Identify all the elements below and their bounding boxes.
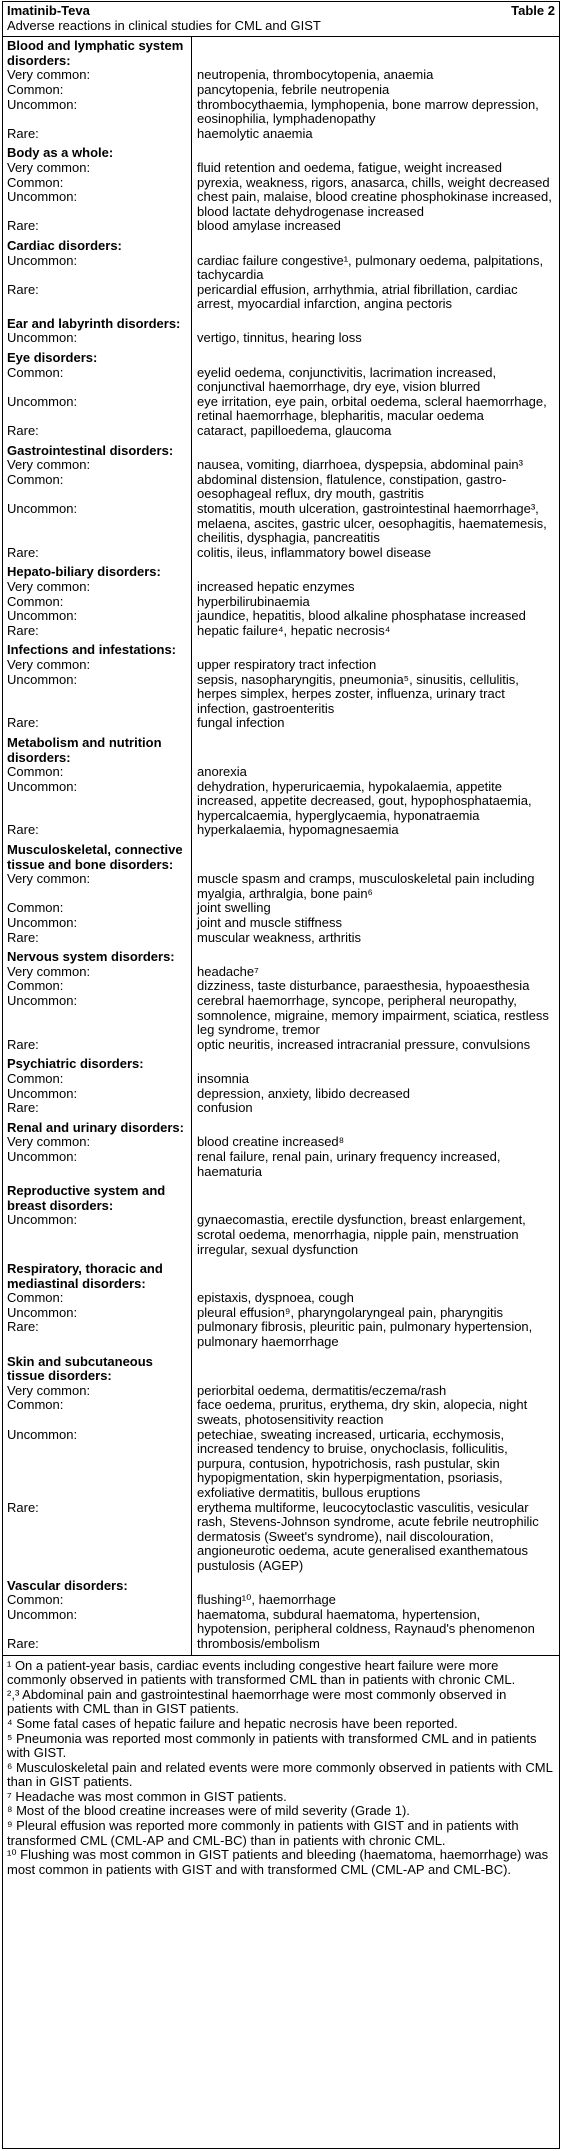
frequency-label: Uncommon: [7, 189, 78, 205]
soc-title: Metabolism and nutrition disorders: [7, 734, 162, 765]
reaction-row [3, 658, 559, 673]
soc-section [3, 1119, 559, 1182]
reactions-text: depression, anxiety, libido decreased [197, 1085, 410, 1101]
soc-section [3, 734, 559, 841]
frequency-label: Common: [7, 364, 64, 380]
reaction-row [3, 190, 559, 219]
reaction-row [3, 823, 559, 838]
footnote: ¹⁰ Flushing was most common in GIST patients and bleeding (haematoma, haemorrhage) was most common in patients with GIST and with transformed CML (CML-AP and CML-BC). [7, 1847, 549, 1877]
reaction-row [3, 1637, 559, 1652]
table-caption: Adverse reactions in clinical studies for CML and GIST [7, 17, 321, 33]
reaction-row [3, 1608, 559, 1637]
reactions-text: eyelid oedema, conjunctivitis, lacrimation increased, conjunctival haemorrhage, dry eye, vision blurred [197, 364, 497, 395]
reaction-row [3, 424, 559, 439]
frequency-label: Common: [7, 764, 64, 780]
reactions-text: hyperbilirubinaemia [197, 593, 310, 609]
soc-section [3, 841, 559, 948]
reaction-row [3, 609, 559, 624]
reactions-text: muscular weakness, arthritis [197, 929, 361, 945]
reaction-row [3, 673, 559, 717]
reaction-row [3, 1501, 559, 1574]
frequency-label: Common: [7, 1290, 64, 1306]
reactions-text: fluid retention and oedema, fatigue, weight increased [197, 159, 502, 175]
frequency-label: Rare: [7, 622, 39, 638]
frequency-label: Rare: [7, 423, 39, 439]
frequency-label: Rare: [7, 544, 39, 560]
reaction-row [3, 979, 559, 994]
soc-section [3, 237, 559, 315]
frequency-label: Rare: [7, 1100, 39, 1116]
reactions-text: anorexia [197, 764, 247, 780]
frequency-label: Rare: [7, 1036, 39, 1052]
frequency-label: Very common: [7, 159, 91, 175]
reactions-text: pericardial effusion, arrhythmia, atrial fibrillation, cardiac arrest, myocardial infarction, angina pectoris [197, 281, 518, 312]
reactions-text: upper respiratory tract infection [197, 656, 377, 672]
reaction-row [3, 83, 559, 98]
frequency-label: Rare: [7, 929, 39, 945]
reaction-row [3, 1150, 559, 1179]
reaction-row [3, 1213, 559, 1257]
frequency-label: Uncommon: [7, 1426, 78, 1442]
reaction-row [3, 1291, 559, 1306]
frequency-label: Very common: [7, 578, 91, 594]
reactions-text: hepatic failure⁴, hepatic necrosis⁴ [197, 622, 391, 638]
reaction-row [3, 331, 559, 346]
reaction-row [3, 68, 559, 83]
reactions-text: cataract, papilloedema, glaucoma [197, 423, 392, 439]
frequency-label: Very common: [7, 963, 91, 979]
reactions-text: epistaxis, dyspnoea, cough [197, 1290, 354, 1306]
soc-section [3, 1353, 559, 1577]
reaction-row [3, 1038, 559, 1053]
soc-section [3, 948, 559, 1055]
reaction-row [3, 872, 559, 901]
reactions-text: stomatitis, mouth ulceration, gastrointestinal haemorrhage³, melaena, ascites, gastric ulcer, oesophagitis, haematemesis, cheilitis, dysphagia, pancreatitis [197, 501, 547, 546]
soc-title: Reproductive system and breast disorders: [7, 1183, 166, 1213]
reactions-text: dehydration, hyperuricaemia, hypokalaemia, appetite increased, appetite decreased, gout, hypophosphataemia, hypercalcaemia, hyperglycaemia, hyponatraemia [197, 778, 532, 823]
reaction-row [3, 502, 559, 546]
reactions-text: blood creatine increased⁸ [197, 1134, 345, 1150]
reactions-text: face oedema, pruritus, erythema, dry skin, alopecia, night sweats, photosensitivity reaction [197, 1397, 528, 1428]
footnote: ⁶ Musculoskeletal pain and related events were more commonly observed in patients with CML than in GIST patients. [7, 1759, 553, 1790]
reaction-row [3, 1428, 559, 1501]
reaction-row [3, 219, 559, 234]
soc-title: Respiratory, thoracic and mediastinal disorders: [7, 1261, 163, 1291]
footnote: ⁷ Headache was most common in GIST patients. [7, 1788, 287, 1804]
soc-section [3, 563, 559, 641]
table-header [3, 2, 559, 37]
frequency-label: Rare: [7, 715, 39, 731]
reaction-row [3, 458, 559, 473]
reactions-text: chest pain, malaise, blood creatine phosphokinase increased, blood lactate dehydrogenase increased [197, 189, 552, 219]
reactions-text: pulmonary fibrosis, pleuritic pain, pulmonary hypertension, pulmonary haemorrhage [197, 1319, 533, 1350]
frequency-label: Uncommon: [7, 330, 78, 346]
footnote: ²,³ Abdominal pain and gastrointestinal haemorrhage were most commonly observed in patients with CML than in GIST patients. [7, 1686, 507, 1717]
soc-section [3, 1260, 559, 1353]
reaction-row [3, 716, 559, 731]
reaction-row [3, 161, 559, 176]
frequency-label: Rare: [7, 1635, 39, 1651]
soc-title: Blood and lymphatic system disorders: [7, 38, 184, 68]
frequency-label: Rare: [7, 281, 39, 297]
reactions-text: muscle spasm and cramps, musculoskeletal pain including myalgia, arthralgia, bone pain⁶ [197, 871, 535, 901]
footnote: ⁴ Some fatal cases of hepatic failure and hepatic necrosis have been reported. [7, 1715, 458, 1731]
reaction-row [3, 176, 559, 191]
soc-title: Ear and labyrinth disorders: [7, 315, 181, 331]
soc-title: Psychiatric disorders: [7, 1056, 144, 1072]
reactions-text: fungal infection [197, 715, 285, 731]
soc-title: Musculoskeletal, connective tissue and bone disorders: [7, 842, 183, 872]
frequency-label: Rare: [7, 822, 39, 838]
frequency-label: Common: [7, 471, 64, 487]
soc-title: Infections and infestations: [7, 642, 177, 658]
reactions-text: vertigo, tinnitus, hearing loss [197, 330, 362, 346]
reaction-row [3, 1593, 559, 1608]
soc-section [3, 1055, 559, 1118]
reaction-row [3, 595, 559, 610]
soc-title: Renal and urinary disorders: [7, 1119, 184, 1135]
footnotes [3, 1655, 559, 1880]
frequency-label: Uncommon: [7, 501, 78, 516]
frequency-label: Uncommon: [7, 1085, 78, 1101]
reactions-text: insomnia [197, 1070, 250, 1086]
frequency-label: Uncommon: [7, 608, 78, 624]
soc-section [3, 442, 559, 564]
reactions-text: renal failure, renal pain, urinary frequency increased, haematuria [197, 1148, 501, 1179]
soc-section [3, 641, 559, 734]
reaction-row [3, 366, 559, 395]
frequency-label: Common: [7, 1070, 64, 1086]
frequency-label: Common: [7, 1397, 64, 1413]
reactions-text: headache⁷ [197, 963, 259, 979]
reaction-row [3, 901, 559, 916]
reaction-row [3, 965, 559, 980]
reactions-text: flushing¹⁰, haemorrhage [197, 1592, 336, 1608]
reactions-text: joint swelling [197, 900, 271, 916]
frequency-label: Very common: [7, 656, 91, 672]
frequency-label: Very common: [7, 1382, 91, 1398]
adverse-reactions-table [3, 37, 559, 1654]
soc-section [3, 144, 559, 237]
frequency-label: Uncommon: [7, 252, 78, 268]
reactions-text: nausea, vomiting, diarrhoea, dyspepsia, abdominal pain³ [197, 457, 523, 473]
soc-section [3, 1577, 559, 1655]
frequency-label: Very common: [7, 871, 91, 887]
soc-section [3, 349, 559, 442]
reaction-row [3, 395, 559, 424]
reactions-text: blood amylase increased [197, 218, 341, 234]
frequency-label: Uncommon: [7, 1212, 78, 1228]
frequency-label: Common: [7, 593, 64, 609]
frequency-label: Very common: [7, 67, 91, 83]
product-name: Imatinib-Teva [7, 3, 90, 18]
footnote: ⁸ Most of the blood creatine increases were of mild severity (Grade 1). [7, 1803, 410, 1819]
reactions-text: eye irritation, eye pain, orbital oedema, scleral haemorrhage, retinal haemorrhage, blepharitis, macular oedema [197, 393, 547, 424]
frequency-label: Common: [7, 174, 64, 190]
soc-title: Nervous system disorders: [7, 949, 175, 965]
reaction-row [3, 765, 559, 780]
frequency-label: Rare: [7, 1499, 39, 1515]
frequency-label: Uncommon: [7, 778, 78, 794]
footnote: ¹ On a patient-year basis, cardiac events including congestive heart failure were more commonly observed in patients with transformed CML than in patients with chronic CML. [7, 1657, 516, 1688]
reaction-row [3, 1306, 559, 1321]
reaction-row [3, 1320, 559, 1349]
reactions-text: thrombosis/embolism [197, 1635, 320, 1651]
reactions-text: jaundice, hepatitis, blood alkaline phosphatase increased [197, 608, 526, 624]
reaction-row [3, 994, 559, 1038]
reactions-text: gynaecomastia, erectile dysfunction, breast enlargement, scrotal oedema, menorrhagia, nipple pain, menstruation irregular, sexual dysfunction [197, 1212, 526, 1257]
reaction-row [3, 98, 559, 127]
reactions-text: haemolytic anaemia [197, 125, 313, 141]
frequency-label: Common: [7, 900, 64, 916]
frequency-label: Very common: [7, 457, 91, 473]
reactions-text: confusion [197, 1100, 253, 1116]
frequency-label: Common: [7, 81, 64, 97]
reaction-row [3, 473, 559, 502]
reaction-row [3, 546, 559, 561]
footnote: ⁹ Pleural effusion was reported more commonly in patients with GIST and in patients with transformed CML (CML-AP and CML-BC) than in patients with chronic CML. [7, 1818, 519, 1848]
reaction-row [3, 1072, 559, 1087]
reaction-row [3, 1384, 559, 1399]
reaction-row [3, 127, 559, 142]
frequency-label: Uncommon: [7, 915, 78, 931]
frequency-label: Common: [7, 978, 64, 994]
table-label: Table 2 [511, 3, 555, 18]
reactions-text: optic neuritis, increased intracranial pressure, convulsions [197, 1036, 531, 1052]
reaction-row [3, 1087, 559, 1102]
soc-section [3, 37, 559, 144]
reaction-row [3, 1398, 559, 1427]
reactions-text: dizziness, taste disturbance, paraesthesia, hypoaesthesia [197, 978, 530, 994]
reaction-row [3, 1135, 559, 1150]
soc-title: Vascular disorders: [7, 1577, 128, 1593]
reaction-row [3, 254, 559, 283]
frequency-label: Rare: [7, 218, 39, 234]
footnote: ⁵ Pneumonia was reported most commonly in patients with transformed CML and in patients with GIST. [7, 1730, 537, 1761]
reactions-text: periorbital oedema, dermatitis/eczema/rash [197, 1382, 447, 1398]
reaction-row [3, 916, 559, 931]
reactions-text: petechiae, sweating increased, urticaria, ecchymosis, increased tendency to bruise, onychoclasis, folliculitis, purpura, contusion, hypotrichosis, rash pustular, skin hypopigmentation, skin hyperpigmentation, psoriasis, exfoliative dermatitis, bullous eruptions [197, 1426, 508, 1500]
reactions-text: neutropenia, thrombocytopenia, anaemia [197, 67, 434, 83]
reactions-text: abdominal distension, flatulence, constipation, gastro-oesophageal reflux, dry mouth, gastritis [197, 471, 507, 502]
soc-title: Eye disorders: [7, 350, 98, 366]
reactions-text: sepsis, nasopharyngitis, pneumonia⁵, sinusitis, cellulitis, herpes simplex, herpes zoster, influenza, urinary tract infection, gastroenteritis [197, 671, 519, 716]
frequency-label: Uncommon: [7, 671, 78, 687]
reaction-row [3, 580, 559, 595]
reactions-text: thrombocythaemia, lymphopenia, bone marrow depression, eosinophilia, lymphadenopathy [197, 96, 539, 127]
frequency-label: Uncommon: [7, 1606, 78, 1622]
reaction-row [3, 1101, 559, 1116]
reaction-row [3, 624, 559, 639]
reactions-text: erythema multiforme, leucocytoclastic vasculitis, vesicular rash, Stevens-Johnson syndrome, acute febrile neutrophilic dermatosis (Sweet's syndrome), nail discolouration, angioneurotic oedema, acute generalised exanthematous pustulosis (AGEP) [197, 1499, 539, 1573]
reactions-text: cardiac failure congestive¹, pulmonary oedema, palpitations, tachycardia [197, 252, 544, 283]
soc-title: Body as a whole: [7, 145, 114, 161]
soc-title: Hepato-biliary disorders: [7, 564, 161, 580]
frequency-label: Uncommon: [7, 96, 78, 112]
reactions-text: pyrexia, weakness, rigors, anasarca, chills, weight decreased [197, 174, 550, 190]
reactions-text: pancytopenia, febrile neutropenia [197, 81, 390, 97]
frequency-label: Uncommon: [7, 993, 78, 1008]
reactions-text: pleural effusion⁹, pharyngolaryngeal pain, pharyngitis [197, 1304, 503, 1320]
soc-section [3, 1182, 559, 1260]
frequency-label: Uncommon: [7, 1148, 78, 1164]
reactions-text: increased hepatic enzymes [197, 578, 355, 594]
soc-section [3, 315, 559, 349]
reactions-text: cerebral haemorrhage, syncope, peripheral neuropathy, somnolence, migraine, memory impairment, sciatica, restless leg syndrome, tremor [197, 993, 549, 1038]
reactions-text: hyperkalaemia, hypomagnesaemia [197, 822, 399, 838]
reactions-text: colitis, ileus, inflammatory bowel disease [197, 544, 432, 560]
soc-title: Skin and subcutaneous tissue disorders: [7, 1353, 153, 1384]
reaction-row [3, 780, 559, 824]
soc-title: Gastrointestinal disorders: [7, 442, 174, 458]
soc-title: Cardiac disorders: [7, 237, 122, 253]
frequency-label: Rare: [7, 125, 39, 141]
reaction-row [3, 283, 559, 312]
frequency-label: Uncommon: [7, 393, 78, 409]
reaction-row [3, 931, 559, 946]
frequency-label: Uncommon: [7, 1304, 78, 1320]
frequency-label: Very common: [7, 1134, 91, 1150]
frequency-label: Common: [7, 1592, 64, 1608]
frequency-label: Rare: [7, 1319, 39, 1335]
reactions-text: haematoma, subdural haematoma, hypertension, hypotension, peripheral coldness, Raynaud's phenomenon [197, 1606, 535, 1637]
reactions-text: joint and muscle stiffness [197, 915, 342, 931]
document-page [2, 1, 560, 2149]
